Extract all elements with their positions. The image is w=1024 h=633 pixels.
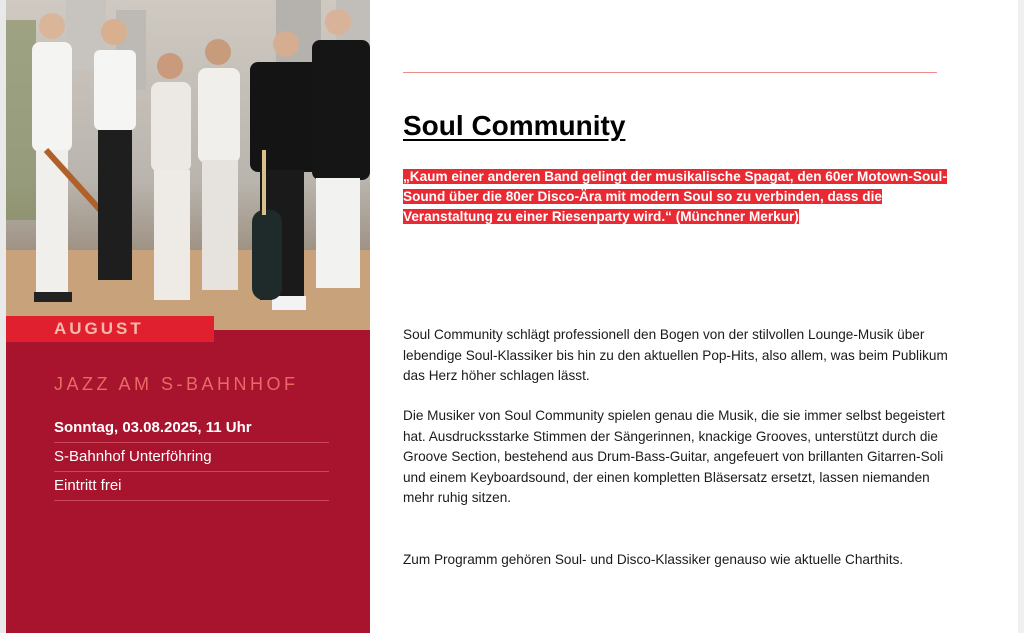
paragraph-musicians: Die Musiker von Soul Community spielen genau die Musik, die sie immer selbst begeistert hat. Ausdrucksstarke Stimmen der Sängerinnen, knackige Grooves, unterstützt durch die Groove Section, bestehend aus Drum-Bass-Guitar, angefeuert von brillanten Gitarren-Soli und einem Keyboardsound, der einen kompletten Bläsersatz ersetzt, lassen niemanden mehr ruhig sitzen. <box>403 408 945 505</box>
paragraph-intro: Soul Community schlägt professionell den Bogen von der stilvollen Lounge-Musik über lebendige Soul-Klassiker bis hin zu den aktuellen Pop-Hits, also allem, was beim Publikum das Herz höher schlagen lässt. <box>403 327 948 383</box>
event-series: JAZZ AM S-BAHNHOF <box>54 374 299 394</box>
band-title: Soul Community <box>403 110 626 141</box>
press-quote <box>403 167 963 227</box>
month-label: AUGUST <box>6 316 214 342</box>
divider-line <box>403 72 937 73</box>
event-date: Sonntag, 03.08.2025, 11 Uhr <box>54 413 329 443</box>
event-admission: Eintritt frei <box>54 471 329 501</box>
paragraph-program: Zum Programm gehören Soul- und Disco-Klassiker genauso wie aktuelle Charthits. <box>403 552 904 567</box>
event-sidebar <box>6 0 370 633</box>
page-edge-right <box>1018 0 1024 633</box>
band-photo <box>6 0 370 330</box>
event-location: S-Bahnhof Unterföhring <box>54 442 329 472</box>
press-quote-text: „Kaum einer anderen Band gelingt der musikalische Spagat, den 60er Motown-Soul-Sound über die 80er Disco-Ära mit modern Soul so zu verbinden, dass die Veranstaltung zu einer Riesenparty wird.“ (Münchner Merkur) <box>403 169 947 224</box>
